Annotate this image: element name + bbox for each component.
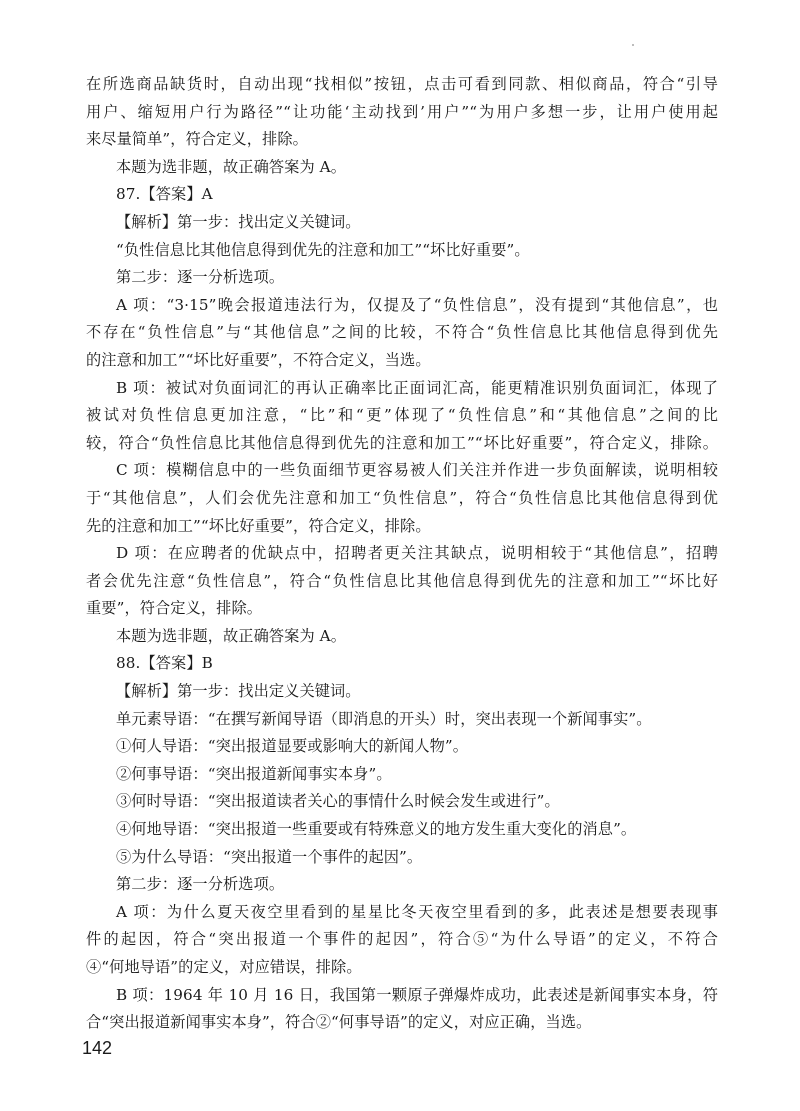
scan-speck [632,44,634,46]
text-line: ②何事导语：“突出报道新闻事实本身”。 [116,764,392,783]
text-line: 【解析】第一步：找出定义关键词。 [116,682,361,701]
text-line: ⑤为什么导语：“突出报道一个事件的起因”。 [116,847,423,866]
text-line: 【解析】第一步：找出定义关键词。 [116,212,361,231]
text-line: 件的起因，符合“突出报道一个事件的起因”，符合⑤“为什么导语”的定义，不符合 [86,930,718,949]
text-line: 88.【答案】B [116,654,213,673]
text-line: 第二步：逐一分析选项。 [116,875,285,894]
text-line: 本题为选非题，故正确答案为 A。 [116,157,347,176]
text-line: C 项：模糊信息中的一些负面细节更容易被人们关注并作进一步负面解读，说明相较 [116,461,718,480]
text-line: A 项：“3·15”晚会报道违法行为，仅提及了“负性信息”，没有提到“其他信息”，也 [116,295,718,314]
text-line: 被试对负性信息更加注意，“比”和“更”体现了“负性信息”和“其他信息”之间的比 [86,406,718,425]
text-line: 不存在“负性信息”与“其他信息”之间的比较，不符合“负性信息比其他信息得到优先 [86,323,718,342]
text-line: 重要”，符合定义，排除。 [86,599,263,618]
page-number: 142 [82,1038,113,1058]
text-line: B 项：1964 年 10 月 16 日，我国第一颗原子弹爆炸成功，此表述是新闻事实本身，符 [116,985,718,1004]
text-line: ③何时导语：“突出报道读者关心的事情什么时候会发生或进行”。 [116,792,560,811]
text-line: A 项：为什么夏天夜空里看到的星星比冬天夜空里看到的多，此表述是想要表现事 [116,902,718,921]
text-line: 合“突出报道新闻事实本身”，符合②“何事导语”的定义，对应正确，当选。 [86,1013,592,1032]
text-line: ④何地导语：“突出报道一些重要或有特殊意义的地方发生重大变化的消息”。 [116,820,637,839]
text-line: 用户、缩短用户行为路径”“让功能‘主动找到’用户”“为用户多想一步，让用户使用起 [86,102,718,121]
text-line: ④“何地导语”的定义，对应错误，排除。 [86,958,362,976]
text-line: 者会优先注意“负性信息”，符合“负性信息比其他信息得到优先的注意和加工”“坏比好 [86,571,718,590]
text-line: 较，符合“负性信息比其他信息得到优先的注意和加工”“坏比好重要”，符合定义，排除。 [86,433,718,452]
text-line: B 项：被试对负面词汇的再认正确率比正面词汇高，能更精准识别负面词汇，体现了 [116,378,718,397]
text-line: ①何人导语：“突出报道显要或影响大的新闻人物”。 [116,737,469,756]
text-line: 于“其他信息”，人们会优先注意和加工“负性信息”，符合“负性信息比其他信息得到优 [86,488,718,507]
body-text [86,71,718,1037]
text-line: 的注意和加工”“坏比好重要”，不符合定义，当选。 [86,350,431,369]
text-line: “负性信息比其他信息得到优先的注意和加工”“坏比好重要”。 [116,240,530,259]
text-line: 单元素导语：“在撰写新闻导语（即消息的开头）时，突出表现一个新闻事实”。 [116,709,652,728]
text-line: 本题为选非题，故正确答案为 A。 [116,626,347,645]
text-line: 在所选商品缺货时，自动出现“找相似”按钮，点击可看到同款、相似商品，符合“引导 [86,75,718,93]
text-line: D 项：在应聘者的优缺点中，招聘者更关注其缺点，说明相较于“其他信息”，招聘 [116,544,718,563]
text-line: 来尽量简单”，符合定义，排除。 [86,130,308,149]
text-line: 第二步：逐一分析选项。 [116,268,285,287]
text-line: 87.【答案】A [116,185,213,204]
text-line: 先的注意和加工”“坏比好重要”，符合定义，排除。 [86,516,431,535]
